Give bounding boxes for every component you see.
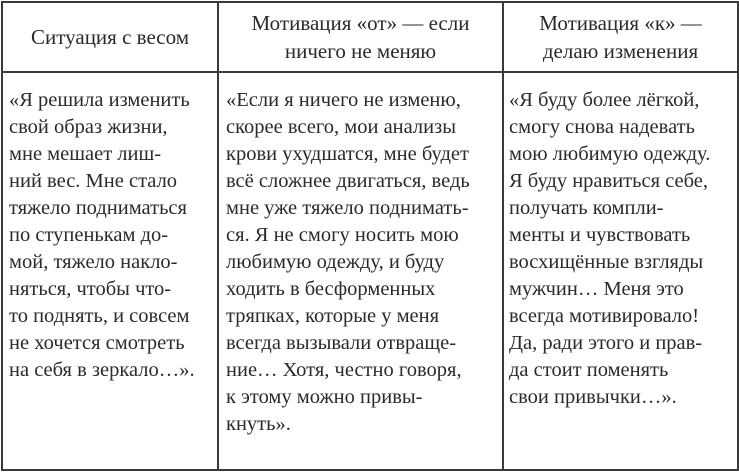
cell-weight-situation bbox=[2, 72, 218, 470]
text-line: мой, тяжело накло- bbox=[9, 251, 178, 273]
text-line: Я буду нравиться себе, bbox=[509, 170, 708, 192]
text-line: скорее всего, мои анализы bbox=[226, 116, 456, 138]
cell-motivation-away bbox=[218, 72, 503, 470]
text-line: получать компли- bbox=[509, 197, 664, 219]
text-line: тряпках, которые у меня bbox=[226, 305, 440, 327]
header-line: делаю изменения bbox=[542, 39, 699, 63]
cell-paragraph bbox=[504, 73, 737, 411]
header-weight-situation bbox=[2, 2, 218, 72]
text-line: восхищённые взгляды bbox=[509, 251, 704, 273]
text-line: по ступенькам до- bbox=[9, 224, 169, 246]
header-row bbox=[2, 2, 738, 72]
text-line: менты и чувствовать bbox=[509, 224, 691, 246]
text-line: любимую одежду, и буду bbox=[226, 251, 445, 273]
text-line: всегда мотивировало! bbox=[509, 305, 700, 327]
header-line: Ситуация с весом bbox=[31, 25, 189, 49]
text-line: всегда вызывали отвраще- bbox=[226, 332, 457, 354]
cell-paragraph bbox=[219, 73, 502, 438]
cell-paragraph bbox=[3, 73, 217, 384]
text-line: мужчин… Меня это bbox=[509, 278, 684, 300]
header-line: Мотивация «к» — bbox=[539, 11, 702, 35]
text-line: крови ухудшатся, мне будет bbox=[226, 143, 469, 165]
header-motivation-away bbox=[218, 2, 503, 72]
text-line: на себя в зеркало…». bbox=[9, 359, 195, 381]
text-line: смогу снова надевать bbox=[509, 116, 695, 138]
text-line: свои привычки…». bbox=[509, 386, 677, 408]
text-line: то поднять, и совсем bbox=[9, 305, 190, 327]
text-line: не хочется смотреть bbox=[9, 332, 185, 354]
motivation-table bbox=[1, 1, 739, 471]
text-line: «Я решила изменить bbox=[9, 89, 190, 111]
text-line: да стоит поменять bbox=[509, 359, 669, 381]
text-line: всё сложнее двигаться, ведь bbox=[226, 170, 470, 192]
text-line: свой образ жизни, bbox=[9, 116, 168, 138]
header-line: ничего не меняю bbox=[284, 39, 437, 63]
text-line: мне мешает лиш- bbox=[9, 143, 162, 165]
text-line: тяжело подниматься bbox=[9, 197, 187, 219]
text-line: мою любимую одежду. bbox=[509, 143, 711, 165]
text-line: к этому можно привы- bbox=[226, 386, 423, 408]
text-line: ся. Я не смогу носить мою bbox=[226, 224, 459, 246]
header-motivation-toward bbox=[503, 2, 738, 72]
text-line: ние… Хотя, честно говоря, bbox=[226, 359, 462, 381]
text-line: кнуть». bbox=[226, 413, 291, 435]
content-row bbox=[2, 72, 738, 470]
cell-motivation-toward bbox=[503, 72, 738, 470]
text-line: ходить в бесформенных bbox=[226, 278, 436, 300]
header-line: Мотивация «от» — если bbox=[251, 11, 470, 35]
text-line: Да, ради этого и прав- bbox=[509, 332, 703, 354]
text-line: «Я буду более лёгкой, bbox=[509, 89, 700, 111]
text-line: «Если я ничего не изменю, bbox=[226, 89, 461, 111]
text-line: няться, чтобы что- bbox=[9, 278, 172, 300]
text-line: мне уже тяжело поднимать- bbox=[226, 197, 469, 219]
text-line: ний вес. Мне стало bbox=[9, 170, 178, 192]
